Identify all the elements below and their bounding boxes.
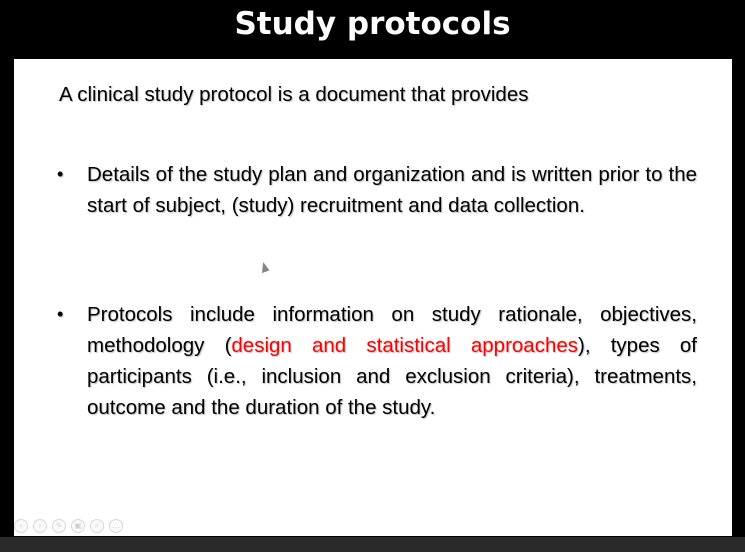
slideshow-controls [14,519,123,533]
bullet-text-2-part1: Protocols include information on study rationale, objectives, methodology ( [87,303,697,357]
bullet-item-2 [57,299,697,423]
pen-icon[interactable]: ✎ [52,519,66,533]
intro-text: A clinical study protocol is a document that provides [59,83,529,106]
bullet-text-2 [87,299,697,423]
bullet-dot-icon: • [57,164,64,184]
slides-icon[interactable]: ▣ [71,519,85,533]
previous-slide-icon[interactable]: ‹ [14,519,28,533]
bullet-text-1: Details of the study plan and organization and is written prior to the start of subject, (study) recruitment and data collection. [87,163,697,217]
bullet-dot-icon: • [57,304,64,324]
slide-canvas [14,59,732,536]
next-slide-icon[interactable]: › [33,519,47,533]
mouse-cursor-icon [259,261,270,273]
title-bar [0,0,745,52]
bullet-item-1 [57,159,697,221]
bottom-strip [0,537,745,552]
more-options-icon[interactable]: … [109,519,123,533]
slide-title: Study protocols [234,6,511,42]
highlighted-phrase: design and statistical approaches [231,334,579,357]
bullet-text-2-part2: ), types of participants (i.e., inclusion and exclusion criteria), treatments, outcome and the duration of the study. [87,334,697,419]
zoom-icon[interactable]: ⌕ [90,519,104,533]
